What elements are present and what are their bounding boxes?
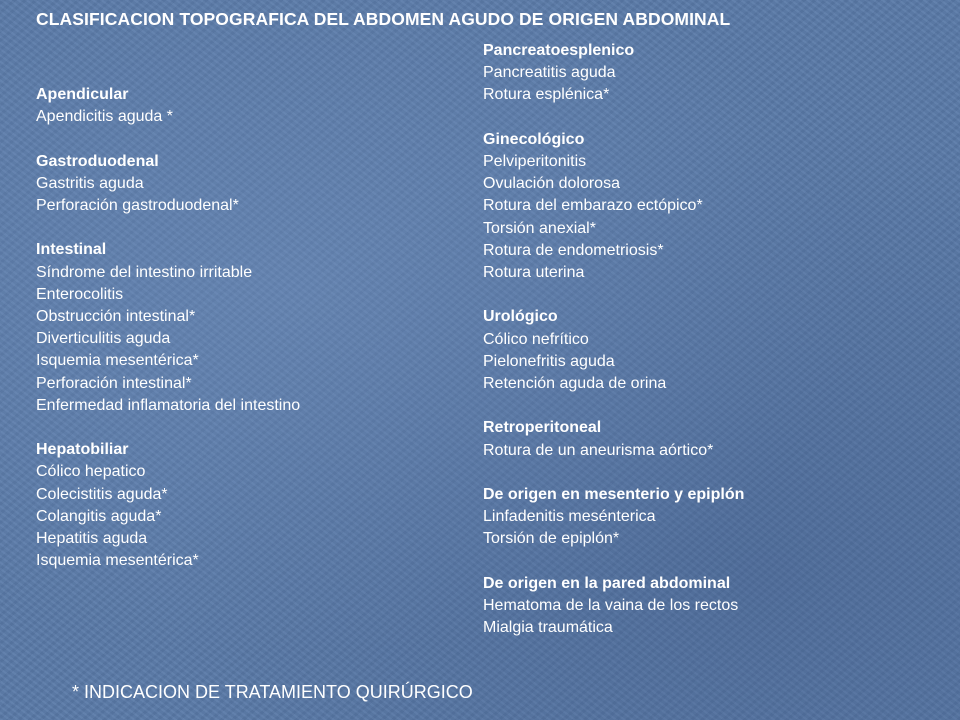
list-item: Enterocolitis bbox=[36, 285, 124, 303]
list-item: Gastritis aguda bbox=[36, 174, 144, 192]
list-item: Mialgia traumática bbox=[483, 619, 613, 637]
list-item: Colecistitis aguda* bbox=[36, 485, 168, 503]
group-title: Pancreatoesplenico bbox=[483, 42, 635, 59]
group-mesenterio-epiplon bbox=[483, 484, 744, 551]
list-item: Obstrucción intestinal* bbox=[36, 308, 196, 325]
list-item: Torsión anexial* bbox=[483, 219, 596, 237]
left-column bbox=[36, 84, 300, 572]
group-title: Ginecológico bbox=[483, 130, 585, 148]
group-title: Hepatobiliar bbox=[36, 441, 129, 459]
group-urologico bbox=[483, 306, 744, 395]
group-title: Retroperitoneal bbox=[483, 419, 602, 437]
list-item: Enfermedad inflamatoria del intestino bbox=[36, 396, 301, 414]
list-item: Isquemia mesentérica* bbox=[36, 552, 199, 570]
list-item: Cólico hepatico bbox=[36, 463, 146, 481]
group-title: Intestinal bbox=[36, 241, 107, 259]
group-title: De origen en la pared abdominal bbox=[483, 574, 731, 592]
list-item: Perforación intestinal* bbox=[36, 374, 192, 392]
list-item: Pancreatitis aguda bbox=[483, 64, 616, 82]
list-item: Linfadenitis mesénterica bbox=[483, 508, 656, 526]
group-ginecologico bbox=[483, 129, 744, 284]
list-item: Hepatitis aguda bbox=[36, 530, 148, 548]
list-item: Pelviperitonitis bbox=[483, 153, 587, 170]
group-retroperitoneal bbox=[483, 417, 744, 461]
list-item: Apendicitis aguda * bbox=[36, 108, 173, 126]
list-item: Diverticulitis aguda bbox=[36, 330, 171, 348]
list-item: Hematoma de la vaina de los rectos bbox=[483, 597, 739, 614]
list-item: Síndrome del intestino irritable bbox=[36, 263, 253, 281]
list-item: Rotura de un aneurisma aórtico* bbox=[483, 441, 714, 459]
list-item: Ovulación dolorosa bbox=[483, 175, 620, 193]
list-item: Isquemia mesentérica* bbox=[36, 352, 199, 370]
group-title: Apendicular bbox=[36, 86, 129, 103]
group-pared-abdominal bbox=[483, 573, 744, 640]
slide-title: CLASIFICACION TOPOGRAFICA DEL ABDOMEN AGUDO DE ORIGEN ABDOMINAL bbox=[36, 9, 731, 29]
list-item: Perforación gastroduodenal* bbox=[36, 197, 239, 214]
group-intestinal bbox=[36, 239, 300, 417]
list-item: Pielonefritis aguda bbox=[483, 352, 615, 370]
list-item: Rotura del embarazo ectópico* bbox=[483, 197, 703, 215]
list-item: Colangitis aguda* bbox=[36, 507, 162, 525]
list-item: Rotura uterina bbox=[483, 264, 585, 282]
group-gastroduodenal bbox=[36, 151, 300, 218]
footnote: * INDICACION DE TRATAMIENTO QUIRÚRGICO bbox=[72, 682, 473, 702]
list-item: Torsión de epiplón* bbox=[483, 530, 620, 548]
group-title: Urológico bbox=[483, 308, 558, 326]
group-pancreatoesplenico bbox=[483, 40, 744, 107]
list-item: Rotura esplénica* bbox=[483, 86, 610, 104]
group-title: De origen en mesenterio y epiplón bbox=[483, 486, 745, 503]
right-column bbox=[483, 40, 744, 639]
list-item: Retención aguda de orina bbox=[483, 375, 667, 393]
group-hepatobiliar bbox=[36, 439, 300, 572]
list-item: Cólico nefrítico bbox=[483, 330, 589, 348]
group-title: Gastroduodenal bbox=[36, 152, 159, 170]
group-apendicular bbox=[36, 84, 300, 128]
list-item: Rotura de endometriosis* bbox=[483, 241, 664, 259]
